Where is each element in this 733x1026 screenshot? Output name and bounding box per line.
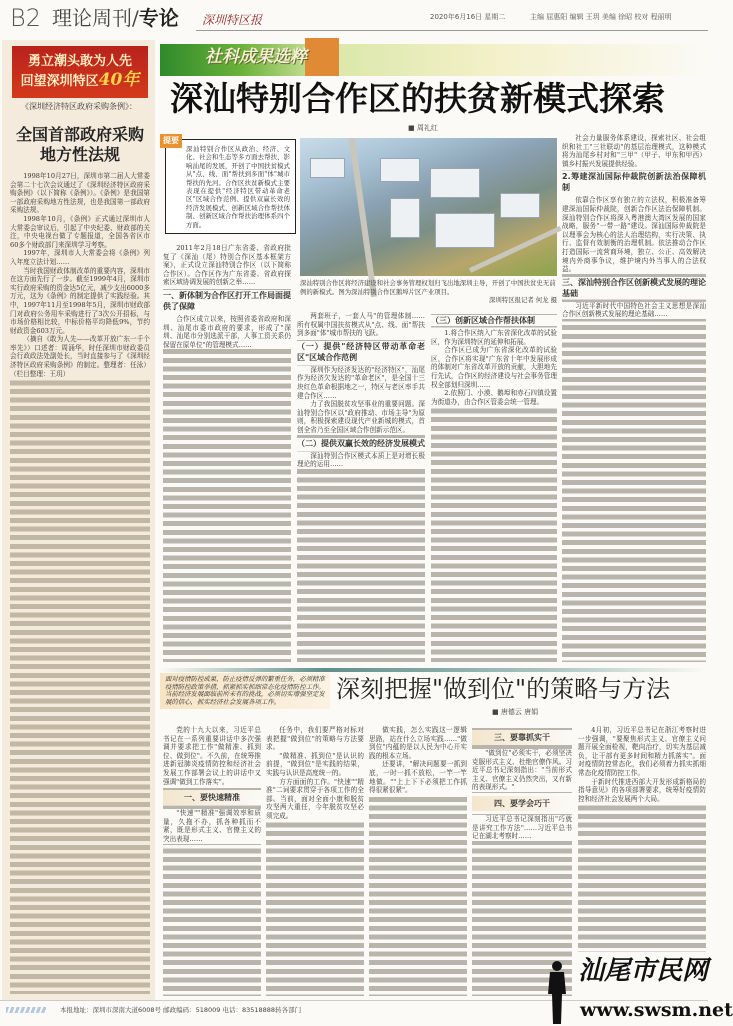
column-kicker <box>160 44 708 76</box>
paragraph: 2.依照门、小漠、鹅埠和赤石四镇设置为街道办，由合作区管委会统一管理。 <box>431 389 557 406</box>
article1-byline: ■ 周礼红 <box>408 124 438 132</box>
photo-building <box>310 158 345 178</box>
paragraph: 2011年2月18日广东省委、省政府批复了《深汕（尾）特别合作区基本框架方案》，正式设立深汕特别合作区（以下简称合作区）。合作区作为广东省委、省政府探索区域协调发展的创新之举…… <box>163 244 291 287</box>
kicker-highlight <box>305 38 339 76</box>
photo-building <box>390 198 420 238</box>
section-heading: 三、要靠抓实干 <box>472 730 572 745</box>
header-rule <box>196 30 708 31</box>
section-heading: （三）创新区域合作帮扶体制 <box>431 315 557 326</box>
paragraph: 1.将合作区纳入广东省深化改革的试验区，作为深圳特区的延伸和拓展。 <box>431 329 557 346</box>
paragraph: 两套班子，一套人马"的管理体制……所有权属中国扶贫模式从"点、线、面"帮扶到多面"体"城市帮扶的飞跃。 <box>297 312 425 338</box>
paragraph: 习近平新时代中国特色社会主义思想是深汕合作区创新模式发展的理论基础…… <box>562 301 706 319</box>
article2-column <box>266 726 364 996</box>
paragraph: 做实践，怎么实践这一逻辑思路，站在什么立场实践……"做到位"内蕴的是以人民为中心开实践的根本立场。 <box>369 726 467 760</box>
section-title <box>52 8 179 28</box>
article2-column <box>369 726 467 996</box>
paragraph: 深汕特别合作区模式本质上是对增长极理论的运用…… <box>297 451 425 469</box>
watermark-url: www.swsm.net <box>580 999 733 1021</box>
anniversary-banner <box>12 46 148 98</box>
paragraph: 1997年，深圳市人大常委会将《条例》列入年度立法计划…… <box>10 249 150 266</box>
paragraph: "做到位"必须实干，必须坚决克服形式主义、杜绝官僚作风。习近平总书记深刻指出："当前形式主义、官僚主义仍然突出，又有新的表现形式。" <box>472 749 572 792</box>
page-number: B2 <box>10 4 41 32</box>
subsection-name: 专论 <box>138 6 179 30</box>
photo-building <box>435 213 495 248</box>
article1-photo <box>300 138 557 276</box>
banner-line2: 回望深圳特区 <box>20 74 99 89</box>
sidebar-title: 全国首部政府采购地方性法规 <box>15 125 144 164</box>
article2-summary: 面对疫情防控成果，防止疫情反弹的繁重任务，必须精准疫情防控政策举措，抓紧抓实抓细常态化疫情防控工作。当前经济发展面临前所未有的挑战，必须切实增强坚定发展的信心，抓实经济社会发展各项工作。 <box>160 673 330 709</box>
paragraph: 依靠合作区享有独立的立法权，积极准备筹建深汕国际仲裁院，创新合作区法治保障机制。深汕特别合作区将深入粤港澳大湾区发展的国家战略，服务"一带一路"建设。深汕国际仲裁院是以理事会为核心的法人治理结构，实行决策、执行、监督有效制衡的治理机制。依法推动合作区打造国际一流营商环境，独立、公正、高效解决境内外商事争议，维护境内外当事人的合法权益。 <box>562 196 706 274</box>
photo-building <box>500 193 540 218</box>
article2-headline: 深刻把握"做到位"的策略与方法 <box>336 675 671 703</box>
paragraph: 合作区已成为广东省深化改革的试验区，合作区将实现"广东省十年中发展形成的体制对广东省改革开放的贡献，大胆地先行先试，合作区的经济建设与社会事务管理权全部划归深圳…… <box>431 346 557 389</box>
section-heading: 2.筹建深汕国际仲裁院创新法治保障机制 <box>562 172 706 193</box>
editorial-staff: 主编 屈惠阳 编辑 王玥 美编 徐昭 校对 程丽明 <box>530 13 672 21</box>
photo-credit: 深圳特区报记者 何龙 摄 <box>489 296 557 304</box>
statue-silhouette-icon <box>544 959 570 1025</box>
paragraph: 社会力量服务体系建设，探索社区、社会组织和社工"三社联动"的基层治理模式，这种模式将为汕尾乡村对和"三甲"（甲子、甲东和甲西）镇乡村振兴发展提供经验。 <box>562 134 706 168</box>
paragraph: 当时我国财政体制改革的重要内容，深圳市在这方面先行了一步。截至1999年4月，深圳市实行政府采购的资金达5亿元，减少支出6000多万元，这为《条例》的制定提供了实践经验。其中，1997年11月至1998年5月，深圳市财政部门对政府公务用车采购进行了3次公开招标，与市场价格相比较，中标价格平均降低9%，节约财政资金603万元。 <box>10 266 150 335</box>
paragraph: 1998年10月，《条例》正式通过深圳市人大常委会审议后，引起了中央纪委、财政部的关注，中央电视台做了专题报道，全国各省区市60多个财政部门来深圳学习考察。 <box>10 214 150 249</box>
sidebar-column <box>2 40 155 1000</box>
sidebar-subtitle: 《深圳经济特区政府采购条例》： <box>21 102 137 111</box>
paragraph: 合作区成立以来，按照省委省政府和深圳、汕尾市委市政府的要求，形成了"深圳、汕尾市分别选派干部，人事工资关系仍保留在原单位"的管理模式…… <box>163 314 291 349</box>
issue-date: 2020年6月16日 星期二 <box>430 13 506 21</box>
paragraph: 还要讲，"解决问题要一抓到底，一时一抓不放松，一竿一竿地做。""上上下下必须把工作抓得很紧很紧"。 <box>369 760 467 795</box>
paragraph: "做精准、抓到位"是认识的前提，"做到位"是实践的结果，实践与认识是高度统一的。 <box>266 751 364 777</box>
paragraph: 习近平总书记深刻指出"巧就是讲究工作方法"……习近平总书记在湖北考察时…… <box>472 814 572 841</box>
article2-byline: ■ 唐德云 唐娟 <box>492 708 539 716</box>
sidebar-body <box>10 172 150 994</box>
section-heading: 三、深汕特别合作区创新模式发展的理论基础 <box>562 277 706 298</box>
article1-column <box>163 244 291 662</box>
watermark-name: 汕尾市民网 <box>578 956 709 986</box>
paragraph: 4月初，习近平总书记在浙江考察时进一步强调，"要聚焦形式主义、官僚主义问题开展全面检视，靶向治疗，切实为基层减负，让干部有更多时间和精力抓落实"。面对疫情防控常态化，我们必须着力抓实抓细常态化疫情防控工作。 <box>578 726 706 777</box>
article-divider <box>160 668 708 672</box>
paragraph: 任务中，我们要严格对标对表把握"做到位"的策略与方法要求。 <box>266 726 364 752</box>
photo-caption <box>300 279 557 305</box>
site-watermark <box>540 955 733 1026</box>
section-name: 理论周刊 <box>52 6 132 30</box>
kicker-text: 社科成果选粹 <box>205 47 307 67</box>
section-heading: （一）提供"经济特区带动革命老区"区域合作范例 <box>297 341 425 362</box>
paragraph: 于新时代推进西部大开发形成新格局的指导意见》的各项部署要求，统筹好疫情防控和经济社会发展两个大局。 <box>578 777 706 803</box>
banner-40-years: 40年 <box>98 70 140 90</box>
article1-column <box>297 312 425 662</box>
article1-headline: 深汕特别合作区的扶贫新模式探索 <box>170 79 665 118</box>
newspaper-logo: 深圳特区报 <box>202 13 263 27</box>
article1-column <box>562 134 706 662</box>
paragraph: （摘自《敢为人先——改革开放广东一千个率先》）口述者：周涌华，时任深圳市财政委员会行政政法处副处长，当时直接参与了《深圳经济特区政府采购条例》的制定。整理者：任泳）（栏目整理：王玥） <box>10 335 150 378</box>
footer-address: 本报地址：深圳市深南大道6008号 邮政编码：518009 电话：83518888转各部门 <box>60 1006 302 1014</box>
article2-column <box>578 726 706 952</box>
caption-text: 深汕特别合作区将经济建设和社会事务管理权划归飞出地深圳主导，开创了中国扶贫史无前例的新模式。图为深汕特别合作区鹅埠片区产业项目。 <box>300 279 556 296</box>
banner-line1: 勇立潮头敢为人先 <box>27 54 132 69</box>
article1-column <box>431 312 557 662</box>
section-heading: 四、要学会巧干 <box>472 796 572 811</box>
section-heading: （二）提供双赢长效的经济发展模式 <box>297 438 425 448</box>
paragraph: 深圳作为经济发达的"经济特区"，汕尾作为经济欠发达的"革命老区"，是全国十三块红色革命根据地之一，特区与老区率手共建合作区…… <box>297 365 425 400</box>
paragraph: 1998年10月27日，深圳市第二届人大常委会第二十七次会议通过了《深圳经济特区政府采购条例》（以下简称《条例》）。《条例》是我国第一部政府采购地方性法规，也是我国第一部政府采购法规。 <box>10 172 150 215</box>
photo-building <box>380 158 420 182</box>
paragraph: 党的十九大以来，习近平总书记在一系列重要讲话中多次强调并要求把工作"做精准、抓到位、做到位"。不久前，在统筹推进新冠肺炎疫情防控和经济社会发展工作部署会议上的讲话中又强调"做到工作落实"。 <box>163 726 261 786</box>
paragraph: "快速""精准"强调效率和质量，久拖不办，抓各种抓而不紧，既是形式主义、官僚主义的突出表现…… <box>163 809 261 843</box>
section-slash: / <box>132 6 139 30</box>
article1-abstract: 深汕特别合作区从政治、经济、文化、社会和生态等多方面去帮扶、影响汕尾的发展，开创了中国扶贫模式从"点、线、面"帮扶到多面"体"城市帮扶的先河。合作区扶贫新模式主要表现在提供"经济特区带动革命老区"区域合作范例、提供双赢长效的经济发展模式、创新区域合作帮扶体制、创新区域合作帮扶治理体系四个方面。 <box>165 139 296 234</box>
photo-building <box>430 168 480 198</box>
article2-column <box>163 726 261 996</box>
section-heading: 一、新体制为合作区打开工作局面提供了保障 <box>163 290 291 311</box>
photo-road <box>349 138 377 297</box>
abstract-tag: 提要 <box>160 134 182 148</box>
footer-decoration <box>6 1007 46 1013</box>
section-heading: 一、要快速精准 <box>163 790 261 805</box>
paragraph: 力了我国脱贫攻坚事业的重要问题。深汕特别合作区以"政府推动、市场主导"为原则，积极探索建设现代产业新城的模式，首创全省乃至全国区域合作创新示范区。 <box>297 400 425 434</box>
paragraph: 方方面面的工作。"快速""精准"二词要求贯穿于各项工作的全部。当前，面对全面小康和脱贫攻坚两大重任，今年脱贫攻坚必须完成。 <box>266 777 364 820</box>
